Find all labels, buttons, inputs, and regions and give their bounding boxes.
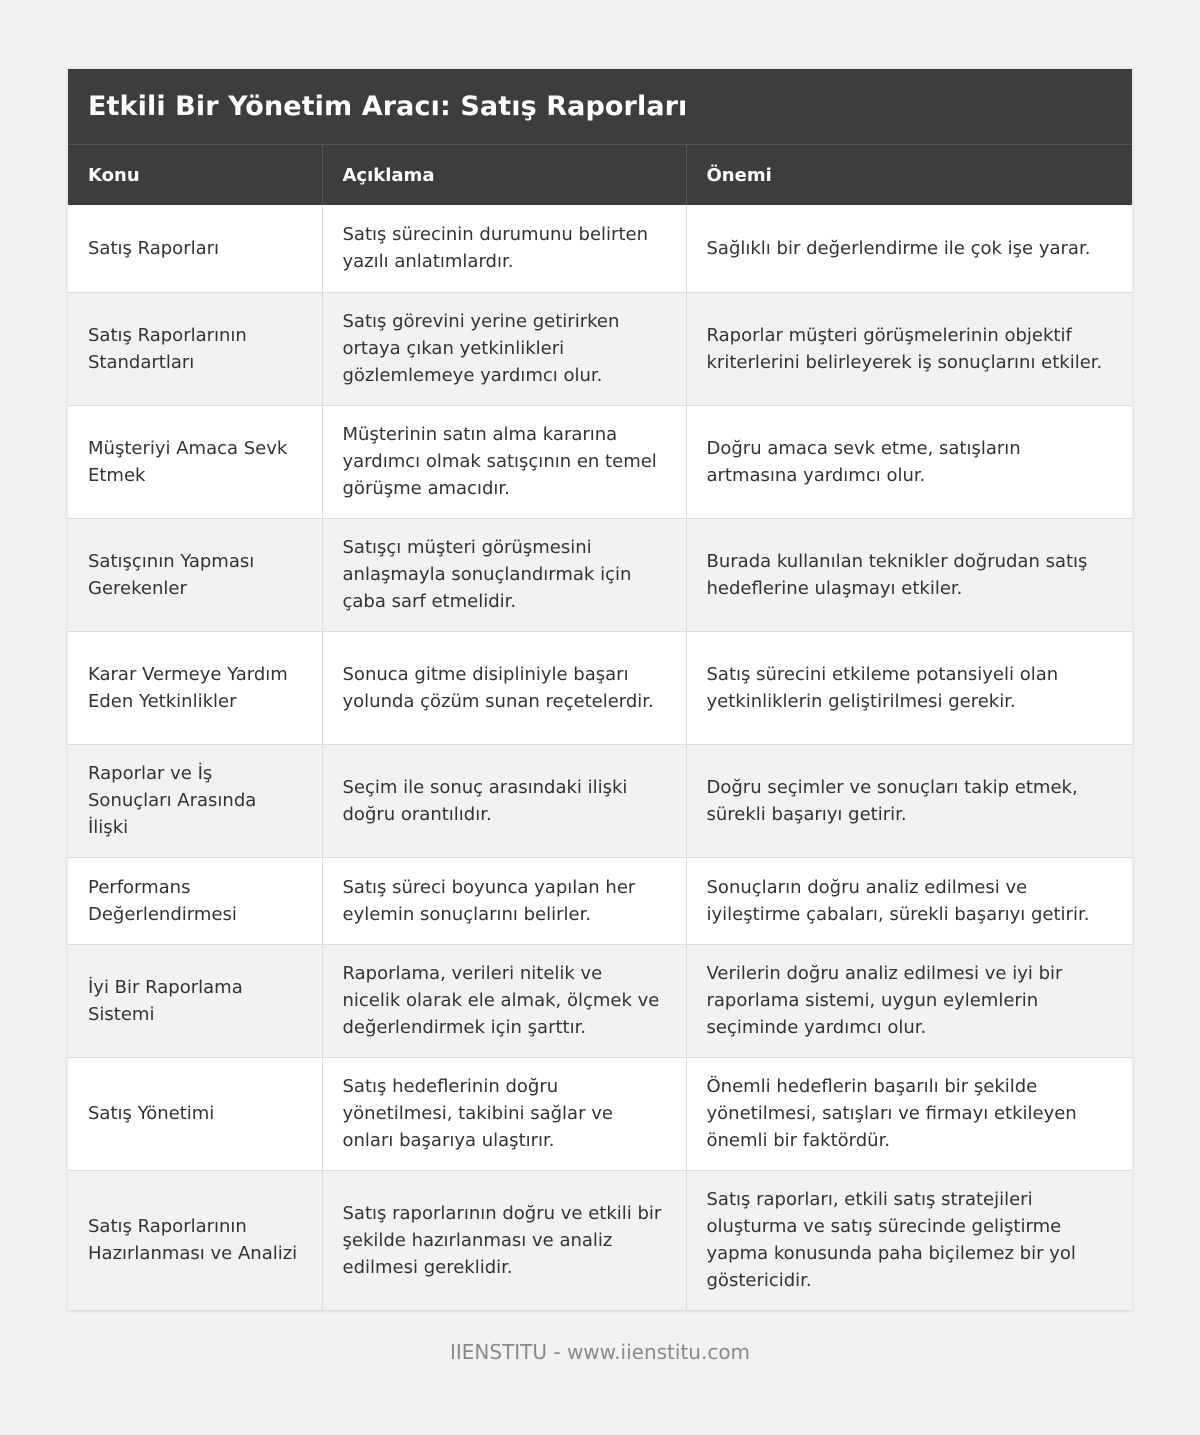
- cell-konu: İyi Bir Raporlama Sistemi: [68, 944, 322, 1057]
- table-row: [68, 292, 1132, 405]
- table-row: [68, 205, 1132, 292]
- table-row: [68, 1057, 1132, 1170]
- column-header-aciklama: Açıklama: [322, 145, 686, 205]
- cell-onemi: Satış raporları, etkili satış stratejileri oluşturma ve satış sürecinde geliştirme yapma konusunda paha biçilemez bir yol göstericidir.: [686, 1170, 1132, 1310]
- cell-aciklama: Raporlama, verileri nitelik ve nicelik olarak ele almak, ölçmek ve değerlendirmek için şarttır.: [322, 944, 686, 1057]
- table-header-row: [68, 145, 1132, 205]
- cell-aciklama: Satış süreci boyunca yapılan her eylemin sonuçlarını belirler.: [322, 857, 686, 944]
- cell-onemi: Burada kullanılan teknikler doğrudan satış hedeflerine ulaşmayı etkiler.: [686, 518, 1132, 631]
- cell-konu: Satış Yönetimi: [68, 1057, 322, 1170]
- data-table: [68, 145, 1132, 1311]
- column-header-konu: Konu: [68, 145, 322, 205]
- cell-onemi: Verilerin doğru analiz edilmesi ve iyi bir raporlama sistemi, uygun eylemlerin seçiminde yardımcı olur.: [686, 944, 1132, 1057]
- table-row: [68, 944, 1132, 1057]
- cell-aciklama: Sonuca gitme disipliniyle başarı yolunda çözüm sunan reçetelerdir.: [322, 631, 686, 744]
- table-row: [68, 744, 1132, 857]
- cell-aciklama: Satış sürecinin durumunu belirten yazılı anlatımlardır.: [322, 205, 686, 292]
- page-title: Etkili Bir Yönetim Aracı: Satış Raporları: [88, 91, 688, 122]
- cell-onemi: Doğru seçimler ve sonuçları takip etmek, sürekli başarıyı getirir.: [686, 744, 1132, 857]
- cell-onemi: Sağlıklı bir değerlendirme ile çok işe yarar.: [686, 205, 1132, 292]
- cell-konu: Müşteriyi Amaca Sevk Etmek: [68, 405, 322, 518]
- cell-onemi: Satış sürecini etkileme potansiyeli olan yetkinliklerin geliştirilmesi gerekir.: [686, 631, 1132, 744]
- cell-aciklama: Müşterinin satın alma kararına yardımcı olmak satışçının en temel görüşme amacıdır.: [322, 405, 686, 518]
- table-card: [68, 69, 1132, 1311]
- table-row: [68, 857, 1132, 944]
- cell-aciklama: Seçim ile sonuç arasındaki ilişki doğru orantılıdır.: [322, 744, 686, 857]
- cell-konu: Satış Raporları: [68, 205, 322, 292]
- cell-onemi: Doğru amaca sevk etme, satışların artmasına yardımcı olur.: [686, 405, 1132, 518]
- cell-aciklama: Satış raporlarının doğru ve etkili bir şekilde hazırlanması ve analiz edilmesi gereklidir.: [322, 1170, 686, 1310]
- column-header-onemi: Önemi: [686, 145, 1132, 205]
- cell-konu: Satış Raporlarının Standartları: [68, 292, 322, 405]
- cell-aciklama: Satışçı müşteri görüşmesini anlaşmayla sonuçlandırmak için çaba sarf etmelidir.: [322, 518, 686, 631]
- cell-aciklama: Satış hedeflerinin doğru yönetilmesi, takibini sağlar ve onları başarıya ulaştırır.: [322, 1057, 686, 1170]
- table-row: [68, 405, 1132, 518]
- cell-konu: Satış Raporlarının Hazırlanması ve Analizi: [68, 1170, 322, 1310]
- cell-konu: Raporlar ve İş Sonuçları Arasında İlişki: [68, 744, 322, 857]
- cell-konu: Performans Değerlendirmesi: [68, 857, 322, 944]
- cell-konu: Satışçının Yapması Gerekenler: [68, 518, 322, 631]
- footer-credit: IIENSTITU - www.iienstitu.com: [449, 1340, 751, 1364]
- table-row: [68, 518, 1132, 631]
- title-bar: [68, 69, 1132, 145]
- cell-aciklama: Satış görevini yerine getirirken ortaya çıkan yetkinlikleri gözlemlemeye yardımcı olur.: [322, 292, 686, 405]
- cell-onemi: Önemli hedeflerin başarılı bir şekilde yönetilmesi, satışları ve firmayı etkileyen önemli bir faktördür.: [686, 1057, 1132, 1170]
- table-row: [68, 1170, 1132, 1310]
- cell-onemi: Raporlar müşteri görüşmelerinin objektif kriterlerini belirleyerek iş sonuçlarını etkiler.: [686, 292, 1132, 405]
- table-row: [68, 631, 1132, 744]
- cell-onemi: Sonuçların doğru analiz edilmesi ve iyileştirme çabaları, sürekli başarıyı getirir.: [686, 857, 1132, 944]
- cell-konu: Karar Vermeye Yardım Eden Yetkinlikler: [68, 631, 322, 744]
